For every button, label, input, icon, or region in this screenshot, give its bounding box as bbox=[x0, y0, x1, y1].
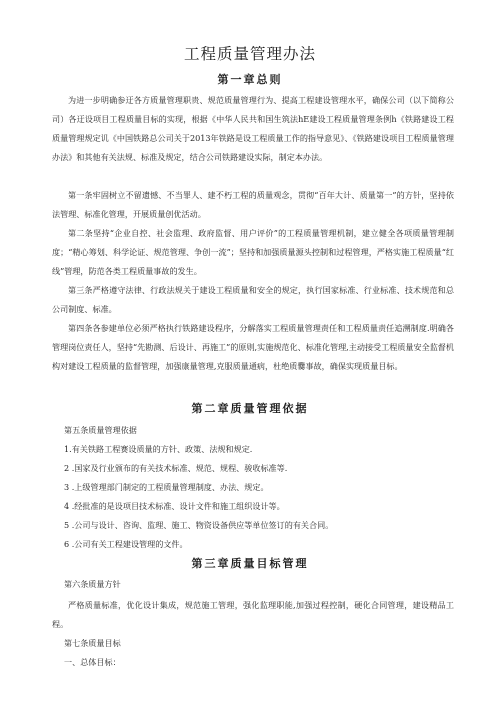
basis-item-4: 4 .经批准的是设项目技术标准、设计文件和施工组织设计等。 bbox=[64, 501, 285, 511]
chapter-3-heading: 第三章质量目标管理 bbox=[191, 557, 309, 570]
article-5-heading: 第五条质量管理依据 bbox=[64, 425, 137, 435]
basis-item-5: 5 .公司与设计、咨询、监理、施工、物资设备供应等单位签订的有关合同。 bbox=[64, 520, 334, 530]
basis-item-2: 2 .国家及行业颁布的有关技术标准、规范、规程、骏收标准等. bbox=[64, 463, 288, 473]
basis-item-1: 1.有关铁路工程赛设质量的方针、政策、法规和规定. bbox=[64, 444, 253, 454]
chapter-2-heading: 第二章质量管理依据 bbox=[191, 402, 309, 415]
article-1-paragraph: 第一条牢固树立不留遗憾、不当罪人、建不朽工程的质量观念，贯彻“百年大计、质量第一”的方针，坚持依法管理、标准化管理，开展质量创优活动。 bbox=[52, 190, 454, 220]
chapter-1-intro-paragraph: 为进一步明确参迂各方质量管理职贵、规范质量管理行为、提高工程建设管理水平，确保公司（以下简称公司）各迂设项目工程质量目标的实现，根据《中华人民共和国生筑法hE建设工程质量管理条例h《铁路建设工程质量管理规定讥《中国铁路总公司关于2013年铁路是设工程质量工作的指导意见》、《铁路建设项目工程质量管理办法》和其他有关法规、标准及规定，结合公司铁路建设实际，制定本办法。 bbox=[52, 95, 454, 163]
article-6-heading: 第六条质量方针 bbox=[64, 579, 121, 589]
basis-item-6: 6 .公司有关工程建设管理的文件。 bbox=[64, 539, 188, 549]
article-3-paragraph: 第三条严格遵守法律、行政法规关于建设工程质量和安全的规定，执行国家标准、行业标准、技术规范和总公司制度、标准。 bbox=[52, 285, 454, 315]
article-4-paragraph: 第四条各参建单位必须严格执行铁路建设程序，分解落实工程质量管理责任和工程质量责任追溯制度.明确各管理岗位责任人，坚持“先勘测、后设计、再施工”的原则,实施规范化、标准化管理,主动接受工程质量安全监督机构对建设工程质量的监督管理，加强康量管理,克服质量通病，杜绝质爨事故，确保实现质量目标。 bbox=[52, 323, 454, 372]
article-2-paragraph: 第二条坚持“企业自控、社会监理、政府监督、用户评价”的工程质量管理机制，建立健全各项质量管理制度；“精心筹划、科学论证、规范管理、争创一流”；坚持和加强质量源头控制和过程管理，严格实施工程质量“红线”管理，防范各类工程质量事故的发生。 bbox=[52, 228, 454, 277]
chapter-1-heading: 第一章总则 bbox=[217, 73, 283, 86]
article-7-heading: 第七条质量目标 bbox=[64, 638, 121, 648]
basis-item-3: 3 .上级管理部门制定的工程质量管理制度、办法、规定。 bbox=[64, 482, 269, 492]
quality-policy-paragraph: 严格质量标准，优化设计集成，规范施工管理，强化监理职能,加强过程控制，硬化合同管理，建设精品工程。 bbox=[52, 600, 454, 630]
overall-target-heading: 一、总体目标： bbox=[64, 657, 121, 667]
document-title: 工程质量管理办法 bbox=[183, 45, 316, 63]
